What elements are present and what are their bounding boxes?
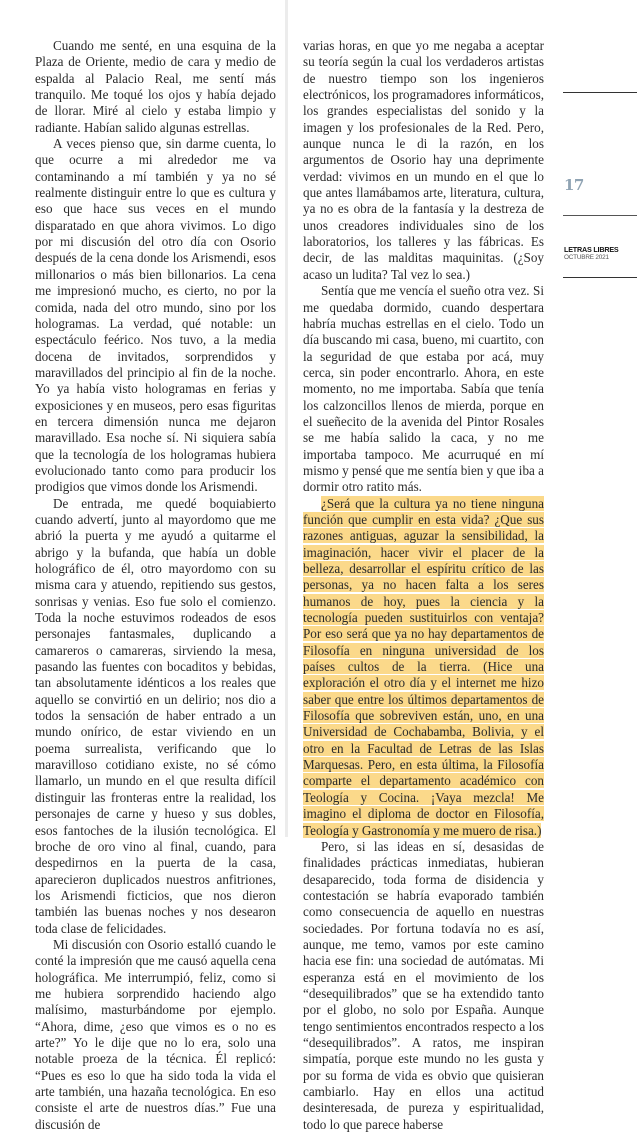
paragraph: De entrada, me quedé boquiabierto cuando advertí, junto al mayordomo que me abrió la puerta y me ayudó a quitarme el abrigo y la bufanda, que había un doble holográfico de él, otro mayordomo con su misma cara y atuendo, repitiendo sus gestos, sonrisas y venias. Eso fue solo el comienzo. Toda la noche estuvimos rodeados de esos personajes fantasmales, duplicando a camareros o camareras, sirviendo la mesa, pasando las fuentes con bocaditos y bebidas, tan absolutamente idénticos a los reales que aquello se convirtió en un delirio; nos dio a todos la sensación de haber entrado a un mundo onírico, de estar viviendo en un poema surrealista, verificando que lo maravilloso cotidiano existe, no sé cómo llamarlo, un mundo en el que resulta difícil distinguir las fronteras entre la realidad, los personajes de carne y hueso y sus dobles, esos fantoches de la ilusión tecnológica. El broche de oro vino al final, cuando, para despedirnos en la puerta de la casa, aparecieron duplicados nuestros anfitriones, los Arismendi ficticios, que nos dieron también las buenas noches y nos desearon toda clase de felicidades. (35, 495, 276, 936)
paragraph: Cuando me senté, en una esquina de la Plaza de Oriente, medio de cara y medio de espalda al Palacio Real, me sentí más tranquilo. Me toqué los ojos y había dejado de llorar. Miré al cielo y estaba limpio y radiante. Habían salido algunas estrellas. (35, 38, 276, 135)
margin-rule (563, 92, 637, 93)
margin-rule (563, 277, 637, 278)
page-number: 17 (564, 176, 584, 194)
margin-rule (563, 215, 637, 216)
magazine-name: LETRAS LIBRES (564, 245, 619, 254)
issue-date: OCTUBRE 2021 (564, 254, 609, 261)
text-highlight[interactable]: ¿Será que la cultura ya no tiene ninguna función que cumplir en esta vida? ¿Que sus razones antiguas, aguzar la sensibilidad, la imaginación, hacer vivir el placer de la belleza, desarrollar el espíritu crítico de las personas, ya no hacen falta a los seres humanos de hoy, pues la ciencia y la tecnología pueden sustituirlos con ventaja? Por eso será que ya no hay departamentos de Filosofía en ninguna universidad de los países cultos de la tierra. (Hice una exploración el otro día y el internet me hizo saber que entre los últimos departamentos de Filosofía que sobreviven están, uno, en una Universidad de Cochabamba, Bolivia, y el otro en la Facultad de Letras de las Islas Marquesas. Pero, en esta última, la Filosofía comparte el departamento académico con Teología y Cocina. ¡Vaya mezcla! Me imagino el diploma de doctor en Filosofía, Teología y Gastronomía y me muero de risa.) (303, 495, 544, 838)
article-column-right (303, 38, 544, 1133)
paragraph: Sentía que me vencía el sueño otra vez. Si me quedaba dormido, cuando despertara habría muchas estrellas en el cielo. Todo un día buscando mi casa, bueno, mi cuartito, con la seguridad de que estaba por acá, muy cerca, sin poder encontrarlo. Ahora, en este momento, no me importaba. Sabía que tenía los calzoncillos llenos de mierda, porque en el sueñecito de la avenida del Pintor Rosales se me había salido la caca, y no me importaba tampoco. Me acurruqué en mí mismo y pensé que me sentía bien y que iba a dormir otro ratito más. (303, 283, 544, 495)
paragraph: Mi discusión con Osorio estalló cuando le conté la impresión que me causó aquella cena holográfica. Me interrumpió, feliz, como si me hubiera sorprendido haciendo algo malísimo, masturbándome por ejemplo. “Ahora, dime, ¿eso que vimos es o no es arte?” Yo le dije que no lo era, solo una notable proeza de la técnica. Él replicó: “Pues es eso lo que ha sido toda la vida el arte también, una hazaña tecnológica. En eso consiste el arte de nuestros días.” Fue una discusión de (35, 936, 276, 1132)
highlighted-paragraph[interactable] (303, 496, 544, 839)
article-column-left (35, 38, 276, 1133)
column-divider (285, 0, 288, 837)
paragraph: varias horas, en que yo me negaba a aceptar su teoría según la cual los verdaderos artistas de nuestro tiempo son los ingenieros electrónicos, los programadores informáticos, los grandes especialistas del sonido y la imagen y los profesionales de la Red. Pero, aunque nunca le di la razón, en los argumentos de Osorio hay una deprimente verdad: vivimos en un mundo en el que lo que antes llamábamos arte, literatura, cultura, ya no es obra de la fantasía y la destreza de unos creadores individuales sino de los laboratorios, los talleres y las fábricas. Es decir, de las malditas maquinitas. (¿Soy acaso un ludita? Tal vez lo sea.) (303, 38, 544, 282)
paragraph: Pero, si las ideas en sí, desasidas de finalidades prácticas inmediatas, hubieran desaparecido, toda forma de disidencia y contestación se habría evaporado también como consecuencia de aquello en nuestras sociedades. Por fortuna todavía no es así, aunque, me temo, vamos por este camino hacia ese fin: una sociedad de autómatas. Mi esperanza está en el movimiento de los “desequilibrados” que se ha extendido tanto por el globo, no solo por España. Aunque tengo sentimientos encontrados respecto a los “desequilibrados”. A ratos, me inspiran simpatía, porque este mundo no les gusta y por su forma de vida es obvio que quisieran cambiarlo. Hay en ellos una actitud desinteresada, de pureza y espiritualidad, todo lo que parece haberse (303, 838, 544, 1132)
paragraph: A veces pienso que, sin darme cuenta, lo que ocurre a mi alrededor me va contaminando a mí también y ya no sé realmente distinguir entre lo que es cultura y eso que hace sus veces en el mundo disparatado en que ahora vivimos. Lo digo por mi discusión del otro día con Osorio después de la cena donde los Arismendi, esos millonarios o más bien billonarios. La cena me impresionó mucho, es cierto, no por la comida, nada del otro mundo, sino por los hologramas. La verdad, qué notable: un espectáculo feérico. Nos tuvo, a la media docena de invitados, sorprendidos y maravillados del principio al fin de la noche. Yo ya había visto hologramas en ferias y exposiciones y en museos, pero esas figuritas en tercera dimensión nunca me dejaron maravillado. Esa noche sí. Ni siquiera sabía que la tecnología de los hologramas hubiera evolucionado tanto como para producir los prodigios que vimos donde los Arismendi. (35, 136, 276, 495)
